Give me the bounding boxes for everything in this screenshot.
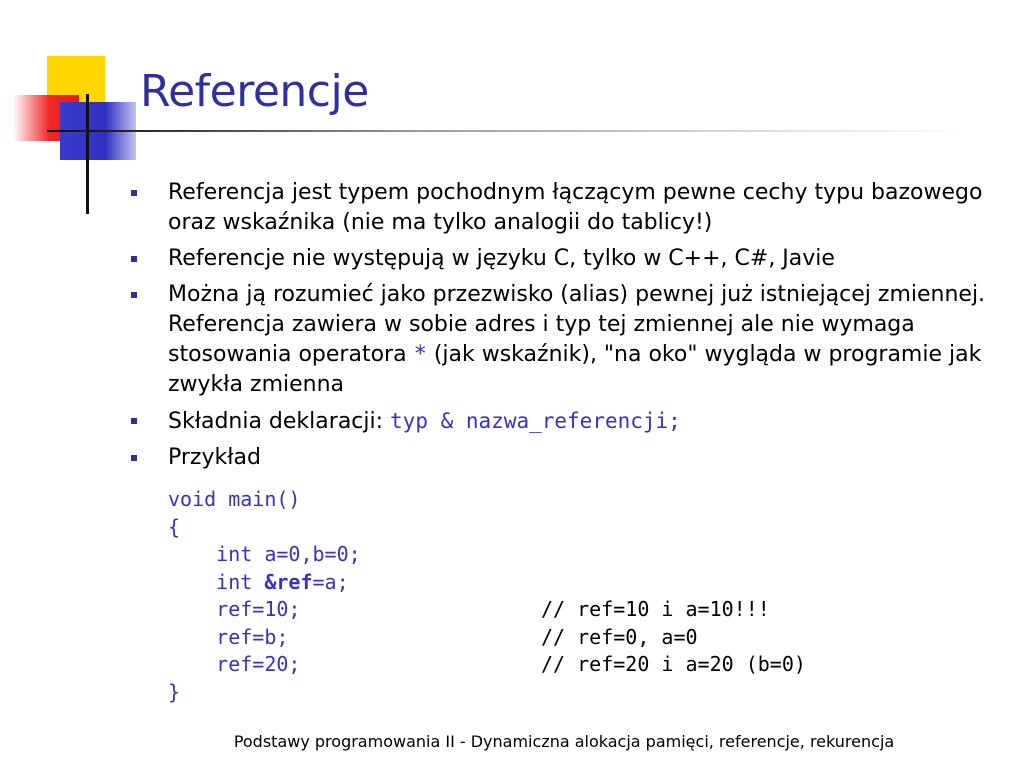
bullet-item-1 — [128, 178, 1008, 238]
code-indent: int — [168, 569, 265, 594]
bullet-square-icon — [131, 418, 137, 424]
bullet-square-icon — [131, 455, 137, 461]
bullet-square-icon — [131, 256, 137, 262]
code-line — [168, 596, 806, 624]
bullet-text: Referencja jest typem pochodnym łączącym pewne cechy typu bazowego oraz wskaźnika (nie ma tylko analogii do tablicy!) — [168, 180, 983, 235]
decor-vertical-line — [86, 94, 89, 214]
bullet-square-icon — [131, 190, 137, 196]
example-label: Przykład — [168, 445, 261, 470]
bullet-text: Referencje nie występują w języku C, tylko w C++, C#, Javie — [168, 246, 835, 271]
code-line: void main() — [168, 487, 301, 511]
code-statement: ref=10; — [168, 597, 301, 621]
code-line — [168, 651, 806, 679]
bullet-text-before: Można ją rozumieć jako przezwisko (alias) pewnej już istniejącej zmiennej. Referencja zawiera w sobie adres i typ tej zmiennej ale nie wymaga stosowania operatora — [168, 282, 986, 367]
code-line: { — [168, 514, 181, 539]
code-line — [168, 624, 806, 652]
syntax-code: typ & nazwa_referencji; — [390, 409, 681, 433]
code-comment: // ref=10 i a=10!!! — [541, 597, 770, 621]
code-ref-bold: &ref — [264, 569, 313, 594]
code-statement: ref=b; — [168, 624, 289, 649]
code-comment: // ref=0, a=0 — [541, 624, 698, 649]
bullet-item-5 — [128, 443, 1008, 473]
code-rest: =a; — [312, 569, 349, 594]
title-underline — [47, 130, 967, 132]
slide-title: Referencje — [140, 66, 369, 117]
bullet-square-icon — [131, 292, 137, 298]
code-line: } — [168, 679, 181, 704]
bullet-item-4 — [128, 406, 1008, 437]
code-statement: ref=20; — [168, 652, 301, 676]
bullet-text-after: (jak wskaźnik), "na oko" wygląda w programie jak zwykła zmienna — [168, 342, 982, 397]
code-example — [168, 486, 806, 706]
syntax-label: Składnia deklaracji: — [168, 409, 391, 434]
operator-code: * — [413, 342, 427, 367]
bullet-list — [128, 178, 1008, 473]
slide-footer: Podstawy programowania II - Dynamiczna alokacja pamięci, referencje, rekurencja — [233, 732, 895, 751]
bullet-item-3 — [128, 280, 1008, 400]
bullet-item-2 — [128, 244, 1008, 274]
code-line: int a=0,b=0; — [168, 542, 361, 566]
code-line — [168, 569, 806, 597]
code-comment: // ref=20 i a=20 (b=0) — [541, 652, 806, 676]
